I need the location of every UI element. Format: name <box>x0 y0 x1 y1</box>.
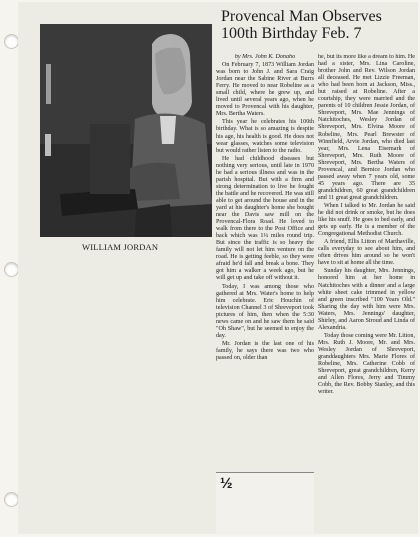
binder-hole-bottom <box>4 492 19 507</box>
paragraph: Sunday his daughter, Mrs. Jennings, honored him at her home in Natchitoches with a dinner and a large white sheet cake trimmed in yellow and green inscribed "100 Years Old." Sharing the day with him were Mrs. Waters, Mrs. Jennings' daughter, Shirley, and Aaron Stroud and Linda of Alexandria. <box>318 268 415 331</box>
binder-hole-top <box>4 34 19 49</box>
paragraph: When I talked to Mr. Jordan he said he did not drink or smoke, but he does like his snuff. He goes to bed early, and gets up early. He is a member of the Congregational Methodist Church. <box>318 202 415 238</box>
paragraph: Mr. Jordan is the last one of his family, he says there was two who passed on, older than <box>216 340 314 361</box>
paragraph: he, but its more like a dream to him. He had a sister, Mrs. Lina Caroline, brother John and Rev. Wilson Jordan all deceased. He met Lizzie Freeman, who had been born at Jackson, Miss., but raised at Robeline. After a courtship, they were married and the parents of 10 children Jessie Jordan, of Shreveport, Mrs. Mae Jennings of Natchitoches, Wesley Jordan of Shreveport, Mrs. Elvina Moore of Robeline, Mrs. Pearl Brewster of Winnfield, Arvie Jordan, who died last year, Mrs. Lena Eisemark of Shreveport, Mrs. Ruth Moore of Shreveport, Mrs. Bertha Waters of Provencal, and Bernice Jordan who passed away when 7 years old, some 45 years ago. There are 35 grandchildren, 60 great grandchildren and 11 great great grandchildren. <box>318 54 415 201</box>
paragraph: Today those coming were Mr. Litton, Mrs. Ruth J. Moore, Mr. and Mrs. Wesley Jordan of Shreveport, granddaughters Mrs. Marie Flores of Robeline, Mrs. Catherine Cobb of Shreveport, great grandchildren, Kerry and Allen Flores, Jerry and Timmy Cobb, the Rev. Bobby Stanley, and this writer. <box>318 332 415 396</box>
paragraph: Today, I was among those who gathered at Mrs. Water's home to help him celebrate. Eric Houchin of television Channel 3 of Shreveport took pictures of him, then when the 5:30 news came on and he saw them he said "Oh Shaw", but he seemed to enjoy the day. <box>216 283 314 339</box>
byline: by Mrs. John K. Donaho <box>234 54 296 60</box>
paragraph: He had childhood diseases but nothing very serious, until late in 1970 he had a serious illness and was in the parish hospital. But with a firm and strong determination to live he fought the battle and he recovered. He was still able to get around the house and in the yard at his daughter's home she bought near the Davis saw mill on the Provencal-Flora Road. He loved to walk from there to the Post Office and back which was 1¼ miles round trip. But since the traffic is so heavy the family will not let him venture on the road. He is getting feeble, so they were afraid he'd fall and break a bone. They got him a walker a week ago, but he will get up and take off without it. <box>216 155 314 282</box>
paragraph: This year he celebrates his 100th birthday. What is so amazing is despite his age, his health is good. He does not wear glasses, watches some television but would rather listen to the radio. <box>216 119 314 154</box>
binder-hole-middle <box>4 262 19 277</box>
adjacent-ad-fragment <box>216 472 314 535</box>
article-column-2 <box>318 54 415 524</box>
ad-fragment-text: ½ <box>220 475 233 492</box>
article-column-1 <box>216 54 314 474</box>
paragraph: On February 7, 1873 William Jordan was born to John J. and Sara Craig Jordan near the Sabine River at Burrs Ferry. He moved to near Robeline as a small child, where he grew up, and lived until several years ago, when he moved to Provencal with his daughter, Mrs. Bertha Waters. <box>216 62 314 118</box>
photo-caption: WILLIAM JORDAN <box>82 242 159 252</box>
paragraph: A friend, Ellis Litton of Marthaville, calls everyday to see about him, and often drives him around so he won't have to sit at home all the time. <box>318 239 415 267</box>
portrait-photo <box>40 24 212 237</box>
headline: Provencal Man Observes 100th Birthday Feb. 7 <box>221 8 382 42</box>
